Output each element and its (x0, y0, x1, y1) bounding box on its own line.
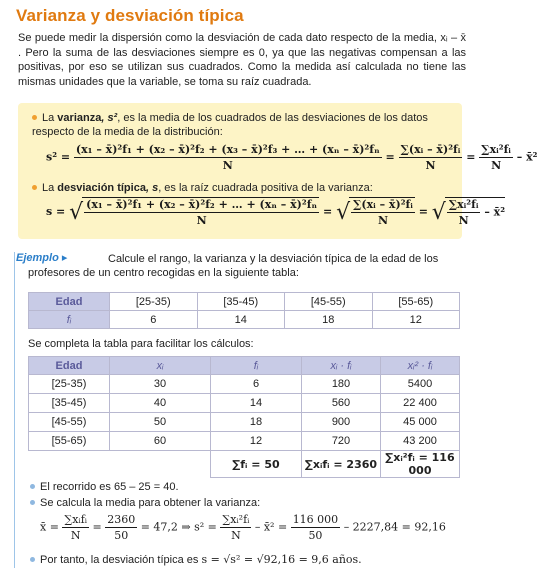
page-title: Varianza y desviación típica (16, 6, 244, 25)
sum-cell: ∑xᵢfᵢ = 2360 (302, 451, 381, 478)
varianza-definition: La varianza, s², es la media de los cuadrados de las desviaciones de los datos respecto de la media de la distribución: (32, 112, 428, 138)
table-cell: 22 400 (381, 394, 460, 413)
table-cell: 40 (110, 394, 211, 413)
table-cell: [45-55) (29, 413, 110, 432)
table-cell: 45 000 (381, 413, 460, 432)
calculation-table (28, 356, 460, 478)
table-cell: 18 (211, 413, 302, 432)
example-statement: Calcule el rango, la varianza y la desviación típica de la edad de los profesores de un centro recogidas en la siguiente tabla: (28, 253, 439, 280)
desviacion-term: desviación típica (57, 182, 146, 194)
table-cell: [35-45) (29, 394, 110, 413)
sum-cell: ∑fᵢ = 50 (211, 451, 302, 478)
table-row (29, 413, 460, 432)
bullet-icon (32, 185, 37, 190)
table-row (29, 311, 460, 329)
desviacion-definition: La desviación típica, s, es la raíz cuadrada positiva de la varianza: (32, 181, 452, 195)
definition-box (18, 103, 538, 239)
range-step: El recorrido es 65 – 25 = 40. (30, 481, 179, 493)
table-header: fᵢ (29, 311, 110, 329)
table-cell: [25-35) (29, 375, 110, 394)
table-cell: 43 200 (381, 432, 460, 451)
table-cell: 18 (285, 311, 373, 329)
table-cell: 6 (211, 375, 302, 394)
sqrt-icon: √ (69, 199, 84, 225)
sum-cell: ∑xᵢ²fᵢ = 116 000 (381, 451, 460, 478)
intro-paragraph: Se puede medir la dispersión como la desviación de cada dato respecto de la media, xᵢ – x̄ . Pero la suma de las desviaciones siempre es 0, ya que las negativas compensan a las positivas, por eso se utilizan sus cuadrados. Como la medida así calculada no tiene las mismas unidades que la variable, se toma su raíz cuadrada. (18, 32, 466, 88)
bullet-icon (30, 484, 35, 489)
std-dev-step: Por tanto, la desviación típica es s = √s² = √92,16 = 9,6 años. (30, 553, 362, 566)
table-cell: 900 (302, 413, 381, 432)
complete-table-note: Se completa la tabla para facilitar los cálculos: (28, 338, 254, 350)
sqrt-icon: √ (431, 199, 446, 225)
table-cell: 5400 (381, 375, 460, 394)
table-header: Edad (29, 293, 110, 311)
table-cell: 50 (110, 413, 211, 432)
table-header: xᵢ (110, 357, 211, 375)
table-row (29, 432, 460, 451)
table-row (29, 375, 460, 394)
sqrt-icon: √ (336, 199, 351, 225)
table-row (29, 394, 460, 413)
table-cell: 14 (197, 311, 285, 329)
table-header: xᵢ² · fᵢ (381, 357, 460, 375)
table-row (29, 293, 460, 311)
table-cell: 560 (302, 394, 381, 413)
desviacion-formula: s = √ $\frac{\text{(x₁ – x̄)²f₁ + (x₂ – x̄)²f₂ + … + (xₙ – x̄)²fₙ}}{N}$ = √ $\frac{\text{∑(xᵢ – x̄)²fᵢ}}{N}$ = √ $\frac{\text{∑xᵢ²fᵢ}}{N}$ – x̄² (46, 198, 506, 227)
table-cell: [55-65) (372, 293, 460, 311)
table-cell: [55-65) (29, 432, 110, 451)
arrow-icon: ▸ (61, 252, 68, 264)
table-row (29, 451, 460, 478)
table-cell: [35-45) (197, 293, 285, 311)
table-header: Edad (29, 357, 110, 375)
varianza-formula: s² = (x₁ – x̄)²f₁ + (x₂ – x̄)²f₂ + (x₃ – x̄)²f₃ + … + (xₙ – x̄)²fₙ N = $\frac{\text{∑(xᵢ – x̄)²fᵢ}}{N}$ = $\frac{\text{∑xᵢ²fᵢ}}{N}$ – x̄² (46, 143, 538, 172)
table-cell: 6 (110, 311, 198, 329)
example-label: Ejemplo ▸ (16, 252, 68, 264)
table-cell: 30 (110, 375, 211, 394)
example-side-rule (14, 252, 18, 568)
bullet-icon (32, 115, 37, 120)
frequency-table (28, 292, 460, 329)
table-cell: 720 (302, 432, 381, 451)
table-cell: [45-55) (285, 293, 373, 311)
varianza-term: varianza (57, 112, 102, 124)
table-row (29, 357, 460, 375)
table-cell: 12 (372, 311, 460, 329)
mean-step: Se calcula la media para obtener la varianza: (30, 497, 260, 509)
table-cell: 60 (110, 432, 211, 451)
table-cell: [25-35) (110, 293, 198, 311)
table-cell: 180 (302, 375, 381, 394)
table-header: xᵢ · fᵢ (302, 357, 381, 375)
table-cell: 14 (211, 394, 302, 413)
table-cell: 12 (211, 432, 302, 451)
mean-variance-formula: x̄ = $\frac{\text{∑xᵢfᵢ}}{N}$ = $\frac{2360}{50}$ = 47,2 ⇒ s² = $\frac{\text{∑xᵢ²fᵢ}}{N}$ – x̄² = $\frac{116 000}{50}$ – 2227,84 = 92,16 (40, 513, 446, 542)
bullet-icon (30, 557, 35, 562)
table-header: fᵢ (211, 357, 302, 375)
bullet-icon (30, 500, 35, 505)
